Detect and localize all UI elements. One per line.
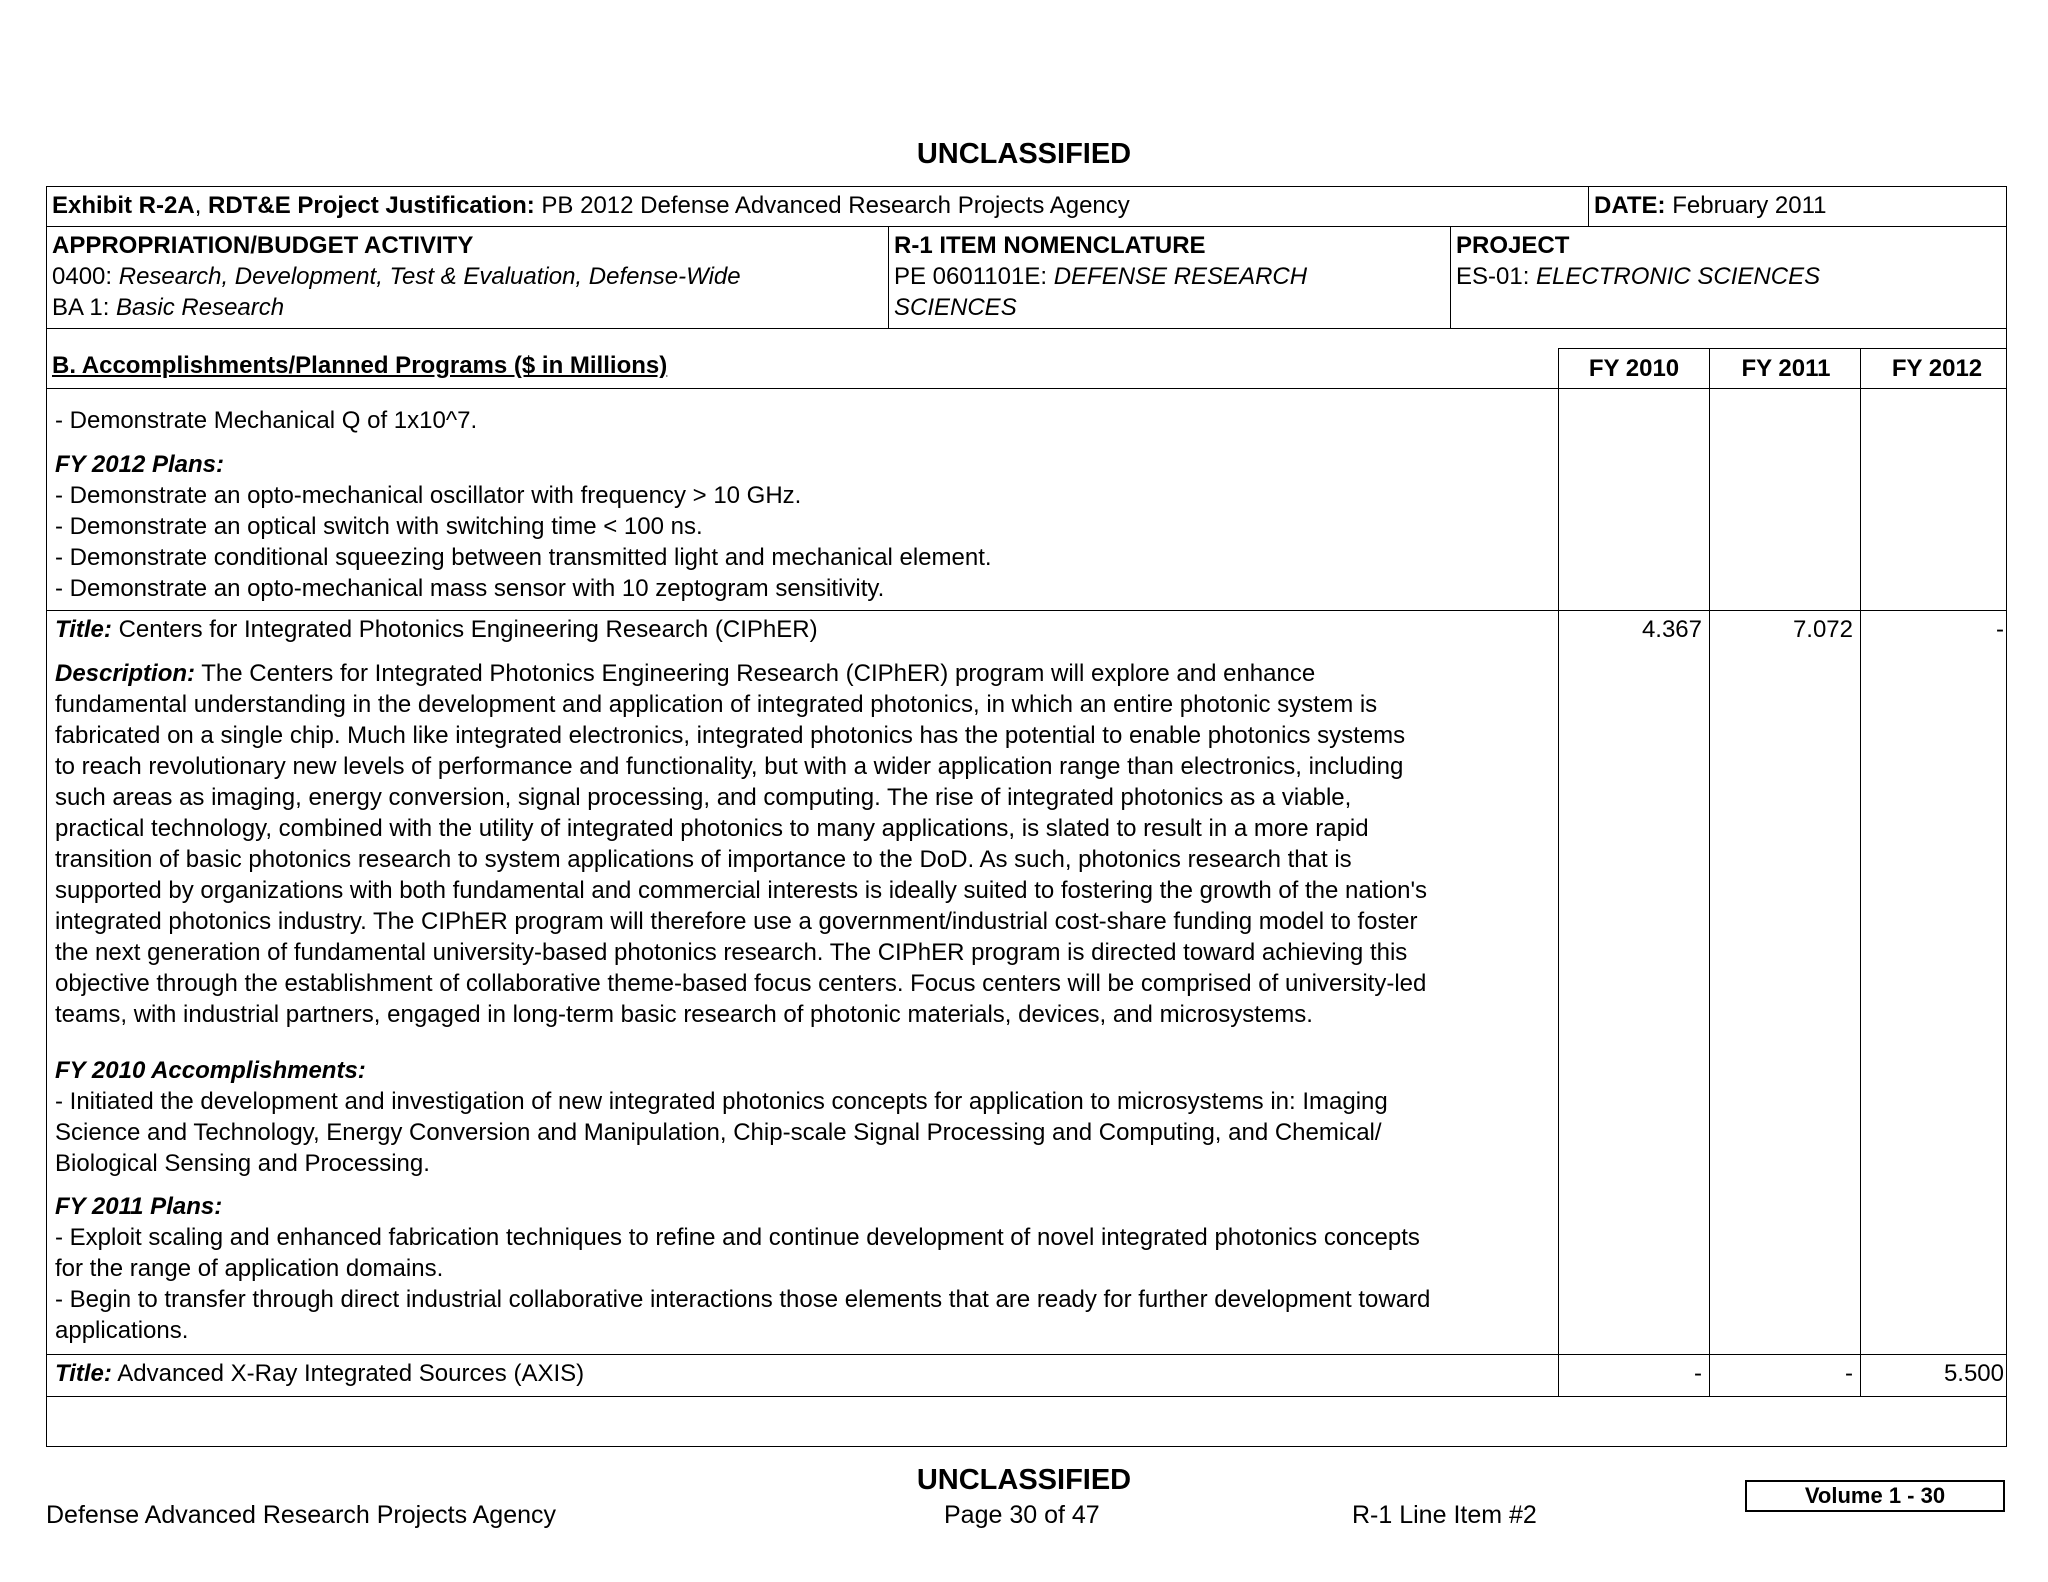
- block3-fy2010-value: -: [1694, 1360, 1702, 1387]
- block2-plans-line-2: for the range of application domains.: [55, 1255, 444, 1282]
- block2-desc-line-11: objective through the establishment of collaborative theme-based focus centers. Focus centers will be comprised of university-led: [55, 970, 1427, 997]
- block1-plans-heading: FY 2012 Plans:: [55, 451, 224, 478]
- budget-activity-line: [52, 292, 284, 323]
- block2-desc-line-1: [55, 658, 1315, 689]
- appropriation-line: [52, 261, 741, 292]
- exhibit-title-value: PB 2012 Defense Advanced Research Projects Agency: [534, 192, 1130, 219]
- r1-divider: [888, 226, 889, 328]
- block3-fy2011-value: -: [1845, 1360, 1853, 1387]
- block2-desc-line-2: fundamental understanding in the development and application of integrated photonics, in which an entire photonic system is: [55, 691, 1378, 718]
- block1-intro: - Demonstrate Mechanical Q of 1x10^7.: [55, 407, 478, 434]
- project-name: ELECTRONIC SCIENCES: [1536, 263, 1821, 290]
- col-line-3: [1860, 348, 1861, 1397]
- date-divider: [1588, 186, 1589, 226]
- fy-header-2011: FY 2011: [1741, 355, 1831, 382]
- block2-desc-line-7: transition of basic photonics research to system applications of importance to the DoD. As such, photonics research that is: [55, 846, 1352, 873]
- block2-title-label: Title:: [55, 616, 112, 643]
- block2-plans-heading: FY 2011 Plans:: [55, 1193, 223, 1220]
- appropriation-label: APPROPRIATION/BUDGET ACTIVITY: [52, 232, 474, 259]
- r1-line-1: [894, 261, 1307, 292]
- block2-plans-line-1: - Exploit scaling and enhanced fabrication techniques to refine and continue development of novel integrated photonics concepts: [55, 1224, 1420, 1251]
- row-divider-3: [46, 388, 2007, 389]
- block2-fy2010-value: 4.367: [1641, 616, 1702, 643]
- block1-plan-1: - Demonstrate an opto-mechanical oscillator with frequency > 10 GHz.: [55, 482, 802, 509]
- block2-desc-line-12: teams, with industrial partners, engaged in long-term basic research of photonic materials, devices, and microsystems.: [55, 1001, 1313, 1028]
- row-divider-6: [46, 1396, 2007, 1397]
- fy-header-2012: FY 2012: [1891, 355, 1983, 382]
- date-field: [1594, 190, 1827, 221]
- bottom-classification: UNCLASSIFIED: [916, 1464, 1132, 1496]
- project-label: PROJECT: [1456, 232, 1570, 259]
- r1-label: R-1 ITEM NOMENCLATURE: [894, 232, 1206, 259]
- block2-desc-line-3: fabricated on a single chip. Much like integrated electronics, integrated photonics has the potential to enable photonics systems: [55, 722, 1406, 749]
- fy-header-2010: FY 2010: [1588, 355, 1680, 382]
- block2-acc-line-2: Science and Technology, Energy Conversion and Manipulation, Chip-scale Signal Processing and Computing, and Chemical/: [55, 1119, 1382, 1146]
- block2-fy2012-value: -: [1996, 616, 2004, 643]
- section-title: B. Accomplishments/Planned Programs ($ in Millions): [52, 352, 668, 379]
- block2-description-first: The Centers for Integrated Photonics Engineering Research (CIPhER) program will explore and enhance: [195, 660, 1316, 687]
- footer-volume: Volume 1 - 30: [1745, 1480, 2005, 1512]
- r1-name-2: SCIENCES: [894, 294, 1017, 321]
- block2-plans-line-4: applications.: [55, 1317, 189, 1344]
- date-label: DATE:: [1594, 192, 1666, 219]
- ba-name: Basic Research: [116, 294, 285, 321]
- block2-desc-line-8: supported by organizations with both fundamental and commercial interests is ideally suited to fostering the growth of the nation's: [55, 877, 1428, 904]
- project-line: [1456, 261, 1820, 292]
- row-divider-5: [46, 1354, 2007, 1355]
- block2-fy2011-value: 7.072: [1792, 616, 1853, 643]
- block2-acc-line-1: - Initiated the development and investigation of new integrated photonics concepts for application to microsystems in: Imaging: [55, 1088, 1388, 1115]
- top-classification: UNCLASSIFIED: [916, 138, 1132, 170]
- appropriation-code: 0400:: [52, 263, 119, 290]
- block2-acc-line-3: Biological Sensing and Processing.: [55, 1150, 430, 1177]
- footer-line-item: R-1 Line Item #2: [1352, 1501, 1537, 1529]
- block1-plan-4: - Demonstrate an opto-mechanical mass sensor with 10 zeptogram sensitivity.: [55, 575, 885, 602]
- project-divider: [1450, 226, 1451, 328]
- r1-code: PE 0601101E:: [894, 263, 1054, 290]
- col-line-1: [1558, 348, 1559, 1397]
- exhibit-title-label: RDT&E Project Justification:: [208, 192, 535, 219]
- block2-acc-heading: FY 2010 Accomplishments:: [55, 1057, 366, 1084]
- block2-plans-line-3: - Begin to transfer through direct industrial collaborative interactions those elements that are ready for further development toward: [55, 1286, 1431, 1313]
- block2-desc-line-6: practical technology, combined with the utility of integrated photonics to many applications, is slated to result in a more rapid: [55, 815, 1369, 842]
- block2-desc-line-4: to reach revolutionary new levels of performance and functionality, but with a wider application range than electronics, including: [55, 753, 1404, 780]
- exhibit-label: Exhibit R-2A: [52, 192, 195, 219]
- fy-header-top: [1558, 348, 2007, 349]
- block3-title-value: Advanced X-Ray Integrated Sources (AXIS): [111, 1360, 585, 1387]
- ba-code: BA 1:: [52, 294, 117, 321]
- r1-name-1: DEFENSE RESEARCH: [1053, 263, 1308, 290]
- footer-agency: Defense Advanced Research Projects Agency: [46, 1501, 557, 1529]
- col-line-2: [1709, 348, 1710, 1397]
- block2-desc-line-9: integrated photonics industry. The CIPhER program will therefore use a government/industrial cost-share funding model to foster: [55, 908, 1418, 935]
- footer-page: Page 30 of 47: [944, 1501, 1100, 1529]
- row-divider-4: [46, 610, 2007, 611]
- date-value: February 2011: [1665, 192, 1827, 219]
- row-divider-1: [46, 226, 2007, 227]
- exhibit-title: [52, 190, 1130, 221]
- row-divider-2: [46, 328, 2007, 329]
- block3-fy2012-value: 5.500: [1943, 1360, 2004, 1387]
- block3-title: [55, 1358, 584, 1389]
- block2-description-label: Description:: [55, 660, 196, 687]
- block3-title-label: Title:: [55, 1360, 112, 1387]
- block2-title-value: Centers for Integrated Photonics Engineering Research (CIPhER): [111, 616, 818, 643]
- block2-desc-line-10: the next generation of fundamental university-based photonics research. The CIPhER program is directed toward achieving this: [55, 939, 1408, 966]
- exhibit-sep: ,: [194, 192, 209, 219]
- appropriation-name: Research, Development, Test & Evaluation, Defense-Wide: [118, 263, 741, 290]
- block1-plan-2: - Demonstrate an optical switch with switching time < 100 ns.: [55, 513, 703, 540]
- block1-plan-3: - Demonstrate conditional squeezing between transmitted light and mechanical element.: [55, 544, 992, 571]
- block2-desc-line-5: such areas as imaging, energy conversion, signal processing, and computing. The rise of integrated photonics as a viable,: [55, 784, 1352, 811]
- block2-title: [55, 614, 818, 645]
- project-code: ES-01:: [1456, 263, 1537, 290]
